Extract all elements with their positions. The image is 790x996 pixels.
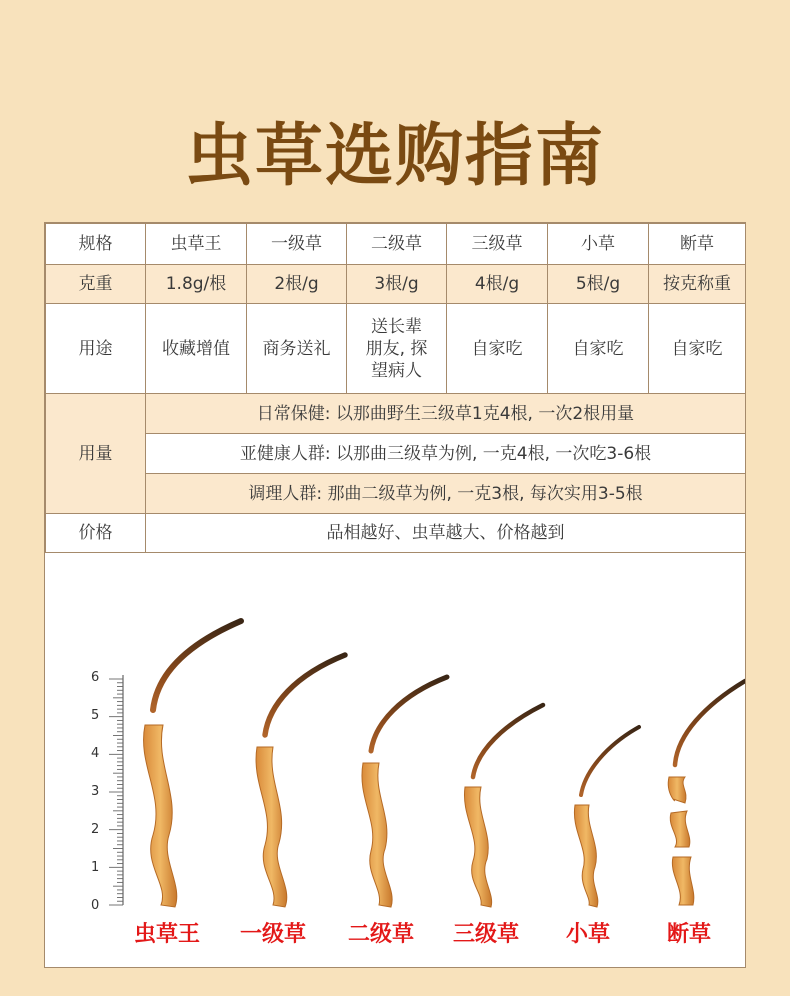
header-cell: 虫草王 xyxy=(146,224,247,265)
cordyceps-small-image xyxy=(574,727,639,907)
ruler-label: 5 xyxy=(91,708,100,723)
dosage-row: 调理人群: 那曲二级草为例, 一克3根, 每次实用3-5根 xyxy=(146,474,746,514)
cordyceps-king-image xyxy=(144,621,241,907)
grade-label: 小草 xyxy=(565,922,610,947)
usage-cell: 收藏增值 xyxy=(146,304,247,394)
table-row-dosage xyxy=(46,434,746,474)
size-comparison-graphic xyxy=(45,555,745,967)
ruler xyxy=(91,670,123,913)
weight-cell: 按克称重 xyxy=(649,265,746,304)
ruler-labels xyxy=(91,670,99,913)
usage-label: 用途 xyxy=(46,304,146,394)
cordyceps-broken-image xyxy=(668,681,745,905)
price-cell: 品相越好、虫草越大、价格越到 xyxy=(146,514,746,553)
cordyceps-third-grade-image xyxy=(464,705,543,907)
table-row-weight xyxy=(46,265,746,304)
dosage-row: 日常保健: 以那曲野生三级草1克4根, 一次2根用量 xyxy=(146,394,746,434)
page-title: 虫草选购指南 xyxy=(184,117,605,196)
header-cell: 二级草 xyxy=(347,224,447,265)
weight-cell: 3根/g xyxy=(347,265,447,304)
grade-label: 二级草 xyxy=(347,922,414,947)
usage-cell: 送长辈 朋友, 探 望病人 xyxy=(347,304,447,394)
header-cell: 断草 xyxy=(649,224,746,265)
weight-cell: 克重 xyxy=(46,265,146,304)
header-cell: 一级草 xyxy=(247,224,347,265)
ruler-label: 3 xyxy=(91,784,100,799)
cordyceps-first-grade-image xyxy=(256,655,345,907)
header-cell: 三级草 xyxy=(447,224,548,265)
weight-cell: 4根/g xyxy=(447,265,548,304)
usage-cell: 商务送礼 xyxy=(247,304,347,394)
grade-label: 虫草王 xyxy=(133,922,200,947)
cordyceps-second-grade-image xyxy=(362,677,447,907)
grade-label: 一级草 xyxy=(239,922,306,947)
ruler-label: 4 xyxy=(91,746,100,761)
weight-cell: 1.8g/根 xyxy=(146,265,247,304)
size-comparison xyxy=(45,555,745,967)
spec-table xyxy=(45,223,746,553)
ruler-label: 2 xyxy=(91,822,100,837)
usage-cell: 自家吃 xyxy=(649,304,746,394)
dosage-row: 亚健康人群: 以那曲三级草为例, 一克4根, 一次吃3-6根 xyxy=(146,434,746,474)
usage-cell: 自家吃 xyxy=(447,304,548,394)
ruler-label: 0 xyxy=(91,898,100,913)
header-cell: 规格 xyxy=(46,224,146,265)
ruler-ticks xyxy=(109,679,123,905)
table-row-dosage xyxy=(46,474,746,514)
grade-label: 三级草 xyxy=(452,922,519,947)
price-label: 价格 xyxy=(46,514,146,553)
grade-label: 断草 xyxy=(666,922,711,947)
usage-cell: 自家吃 xyxy=(548,304,649,394)
table-row-dosage xyxy=(46,394,746,434)
table-row-usage xyxy=(46,304,746,394)
dosage-label: 用量 xyxy=(46,394,146,514)
weight-cell: 2根/g xyxy=(247,265,347,304)
ruler-label: 6 xyxy=(91,670,100,685)
table-row-header xyxy=(46,224,746,265)
guide-sheet xyxy=(44,222,746,968)
weight-cell: 5根/g xyxy=(548,265,649,304)
table-row-price xyxy=(46,514,746,553)
ruler-label: 1 xyxy=(91,860,100,875)
header-cell: 小草 xyxy=(548,224,649,265)
